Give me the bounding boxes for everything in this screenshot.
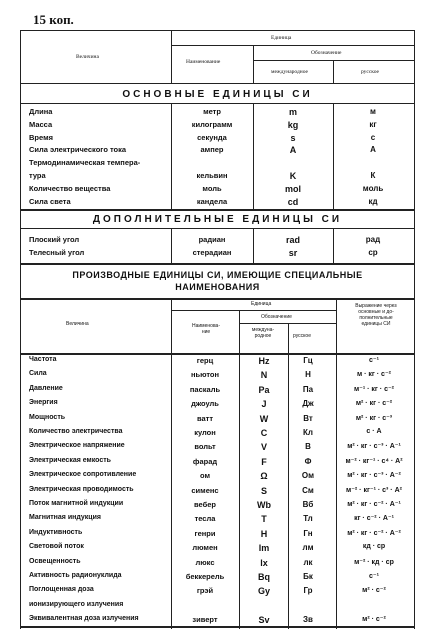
- intl-symbol-cell: Wb: [257, 500, 271, 510]
- rus-symbol-cell: Ом: [301, 471, 315, 481]
- unit-name-cell: тесла: [194, 514, 216, 524]
- quantity-cell: Частота: [29, 356, 57, 363]
- quantity-cell: Активность радионуклида: [29, 572, 122, 579]
- unit-name-cell: метр: [203, 107, 221, 116]
- intl-symbol-cell: Pa: [258, 384, 270, 395]
- expression-cell: м⁻² · кд · ср: [354, 558, 394, 566]
- unit-name-cell: герц: [196, 356, 214, 365]
- rus-symbol-cell: кд: [368, 196, 378, 206]
- rus-symbol-cell: Вт: [303, 413, 313, 423]
- table1-header: [21, 31, 414, 84]
- intl-symbol-cell: C: [260, 428, 268, 438]
- unit-name-cell: паскаль: [189, 384, 221, 394]
- t3-header-expression: Выражение через основные и до- полнительные единицы СИ: [355, 303, 397, 327]
- unit-name-cell: ампер: [200, 145, 224, 155]
- intl-symbol-cell: N: [260, 370, 268, 381]
- expression-cell: м² · кг · с⁻² · А⁻²: [347, 529, 401, 537]
- section-derived-title-1: ПРОИЗВОДНЫЕ ЕДИНИЦЫ СИ, ИМЕЮЩИЕ СПЕЦИАЛЬНЫЕ: [72, 270, 363, 280]
- intl-symbol-cell: mol: [284, 183, 301, 194]
- unit-name-cell: зиверт: [192, 615, 218, 625]
- unit-name-cell: кандела: [196, 196, 228, 206]
- header-international: международное: [271, 69, 308, 75]
- quantity-cell: Сила электрического тока: [29, 145, 127, 155]
- intl-symbol-cell: lm: [258, 543, 270, 554]
- intl-symbol-cell: H: [260, 528, 268, 539]
- unit-name-cell: фарад: [192, 456, 218, 466]
- quantity-cell: Мощность: [29, 413, 66, 421]
- intl-symbol-cell: Hz: [258, 356, 270, 366]
- expression-cell: с · А: [366, 428, 382, 435]
- quantity-cell: Сила света: [29, 196, 71, 206]
- rus-symbol-cell: кг: [369, 119, 377, 129]
- quantity-cell: Электрическая емкость: [29, 456, 111, 464]
- rus-symbol-cell: м: [370, 107, 376, 116]
- unit-name-cell: люкс: [195, 557, 215, 567]
- section-derived-title-2: НАИМЕНОВАНИЯ: [175, 282, 260, 292]
- quantity-cell: Масса: [29, 119, 53, 129]
- page-bottom-rule: [20, 626, 415, 628]
- intl-symbol-cell: kg: [287, 119, 299, 130]
- header-designation: Обозначение: [311, 50, 342, 56]
- t3-header-quantity: Величина: [66, 321, 89, 327]
- expression-cell: м² · кг · с⁻³ · А⁻¹: [347, 443, 401, 451]
- rus-symbol-cell: К: [370, 171, 376, 180]
- quantity-cell: Энергия: [29, 399, 58, 407]
- document-page: [20, 30, 415, 629]
- expression-cell: кд · ср: [362, 543, 386, 551]
- intl-symbol-cell: s: [290, 132, 296, 143]
- rus-symbol-cell: Дж: [302, 399, 314, 409]
- rus-symbol-cell: Па: [302, 384, 314, 394]
- intl-symbol-cell: S: [260, 485, 267, 496]
- unit-name-cell: кельвин: [196, 171, 228, 180]
- intl-symbol-cell: cd: [287, 196, 299, 207]
- intl-symbol-cell: lx: [260, 557, 268, 568]
- intl-symbol-cell: rad: [285, 235, 300, 245]
- expression-cell: м⁻² · кг⁻¹ · с⁴ · А²: [345, 457, 403, 465]
- rus-symbol-cell: Гц: [303, 356, 313, 365]
- intl-symbol-cell: Sv: [258, 615, 270, 626]
- quantity-cell: Длина: [29, 107, 53, 116]
- intl-symbol-cell: W: [259, 413, 269, 424]
- unit-name-cell: радиан: [198, 235, 226, 244]
- quantity-cell: ионизирующего излучения: [29, 600, 124, 608]
- expression-cell: м² · кг · с⁻³: [355, 414, 393, 422]
- quantity-cell: Электрическая проводимость: [29, 485, 134, 493]
- unit-name-cell: сименс: [191, 485, 219, 495]
- unit-name-cell: ньютон: [190, 370, 220, 380]
- t3-header-unit: Единица: [251, 301, 272, 307]
- header-quantity: Величина: [76, 54, 99, 60]
- section-supplementary-title: ДОПОЛНИТЕЛЬНЫЕ ЕДИНИЦЫ СИ: [92, 214, 343, 225]
- rus-symbol-cell: ср: [368, 248, 378, 257]
- expression-cell: кг · с⁻² · А⁻¹: [354, 515, 394, 523]
- quantity-cell: Телесный угол: [29, 248, 85, 257]
- unit-name-cell: ватт: [196, 413, 214, 423]
- unit-name-cell: ом: [199, 471, 211, 481]
- section-basic-title: ОСНОВНЫЕ ЕДИНИЦЫ СИ: [122, 89, 313, 100]
- rus-symbol-cell: Тл: [303, 514, 313, 524]
- t3-header-name: Наименова- ние: [192, 323, 220, 335]
- expression-cell: м · кг · с⁻²: [357, 371, 391, 379]
- quantity-cell: Количество электричества: [29, 428, 123, 435]
- intl-symbol-cell: K: [289, 171, 297, 181]
- intl-symbol-cell: T: [261, 514, 267, 525]
- intl-symbol-cell: F: [261, 456, 267, 467]
- unit-name-cell: беккерель: [185, 572, 225, 581]
- expression-cell: м² · кг · с⁻³ · А⁻²: [347, 472, 401, 480]
- quantity-cell: Термодинамическая темпера-: [29, 158, 141, 168]
- quantity-cell: Давление: [29, 384, 63, 392]
- rus-symbol-cell: лм: [302, 543, 314, 553]
- rus-symbol-cell: Гн: [303, 528, 313, 538]
- rus-symbol-cell: Н: [305, 370, 311, 380]
- unit-name-cell: моль: [202, 183, 222, 193]
- quantity-cell: Электрическое напряжение: [29, 442, 125, 450]
- expression-cell: с⁻¹: [369, 357, 379, 364]
- rus-symbol-cell: Гр: [303, 586, 313, 596]
- quantity-cell: Время: [29, 132, 53, 142]
- t3-header-designation: Обозначение: [261, 314, 292, 320]
- expression-cell: м² · с⁻²: [362, 587, 386, 595]
- quantity-cell: Плоский угол: [29, 235, 80, 244]
- unit-name-cell: генри: [194, 528, 216, 538]
- expression-cell: м² · кг · с⁻²: [355, 400, 393, 408]
- rus-symbol-cell: рад: [365, 235, 381, 244]
- quantity-cell: Световой поток: [29, 543, 84, 551]
- header-unit: Единица: [271, 35, 292, 41]
- t3-header-international: междуна- родное: [251, 327, 275, 339]
- unit-name-cell: вольт: [194, 442, 216, 452]
- expression-cell: м⁻² · кг⁻¹ · с³ · А²: [346, 486, 402, 494]
- intl-symbol-cell: m: [288, 107, 297, 117]
- unit-name-cell: джоуль: [191, 399, 219, 409]
- expression-cell: м² · с⁻²: [362, 616, 386, 624]
- quantity-cell: Поглощенная доза: [29, 586, 94, 594]
- expression-cell: м⁻¹ · кг · с⁻²: [354, 385, 394, 393]
- expression-cell: с⁻¹: [369, 573, 379, 580]
- intl-symbol-cell: Bq: [258, 572, 270, 582]
- quantity-cell: Количество вещества: [29, 183, 111, 193]
- t3-header-russian: русское: [293, 333, 311, 339]
- unit-name-cell: килограмм: [191, 119, 233, 129]
- rus-symbol-cell: с: [370, 132, 376, 142]
- intl-symbol-cell: A: [289, 145, 297, 156]
- rus-symbol-cell: В: [305, 442, 311, 452]
- intl-symbol-cell: sr: [288, 248, 298, 258]
- rus-symbol-cell: моль: [362, 183, 384, 193]
- unit-name-cell: секунда: [197, 132, 227, 142]
- quantity-cell: Магнитная индукция: [29, 514, 101, 522]
- price-label: 15 коп.: [33, 12, 74, 27]
- quantity-cell: Освещенность: [29, 557, 81, 565]
- rus-symbol-cell: А: [370, 145, 376, 155]
- header-russian: русское: [361, 69, 379, 75]
- header-name: Наименование: [186, 59, 221, 65]
- intl-symbol-cell: V: [260, 442, 267, 453]
- quantity-cell: Электрическое сопротивление: [29, 471, 137, 479]
- unit-name-cell: стерадиан: [192, 248, 232, 257]
- quantity-cell: тура: [29, 171, 46, 180]
- unit-name-cell: вебер: [194, 500, 216, 509]
- intl-symbol-cell: Ω: [260, 471, 268, 482]
- quantity-cell: Поток магнитной индукции: [29, 500, 124, 507]
- intl-symbol-cell: J: [261, 399, 267, 410]
- intl-symbol-cell: Gy: [257, 586, 270, 597]
- quantity-cell: Сила: [29, 370, 47, 378]
- rus-symbol-cell: См: [302, 485, 314, 495]
- quantity-cell: Индуктивность: [29, 528, 83, 536]
- unit-name-cell: грэй: [196, 586, 214, 596]
- unit-name-cell: люмен: [192, 543, 218, 553]
- rus-symbol-cell: Вб: [302, 500, 314, 509]
- expression-cell: м² · кг · с⁻² · А⁻¹: [347, 501, 401, 508]
- rus-symbol-cell: Ф: [304, 456, 312, 466]
- rus-symbol-cell: лк: [303, 557, 313, 567]
- quantity-cell: Эквивалентная доза излучения: [29, 615, 139, 623]
- rus-symbol-cell: Зв: [303, 615, 313, 625]
- unit-name-cell: кулон: [194, 428, 216, 437]
- rus-symbol-cell: Кл: [303, 428, 313, 437]
- rus-symbol-cell: Бк: [303, 572, 313, 581]
